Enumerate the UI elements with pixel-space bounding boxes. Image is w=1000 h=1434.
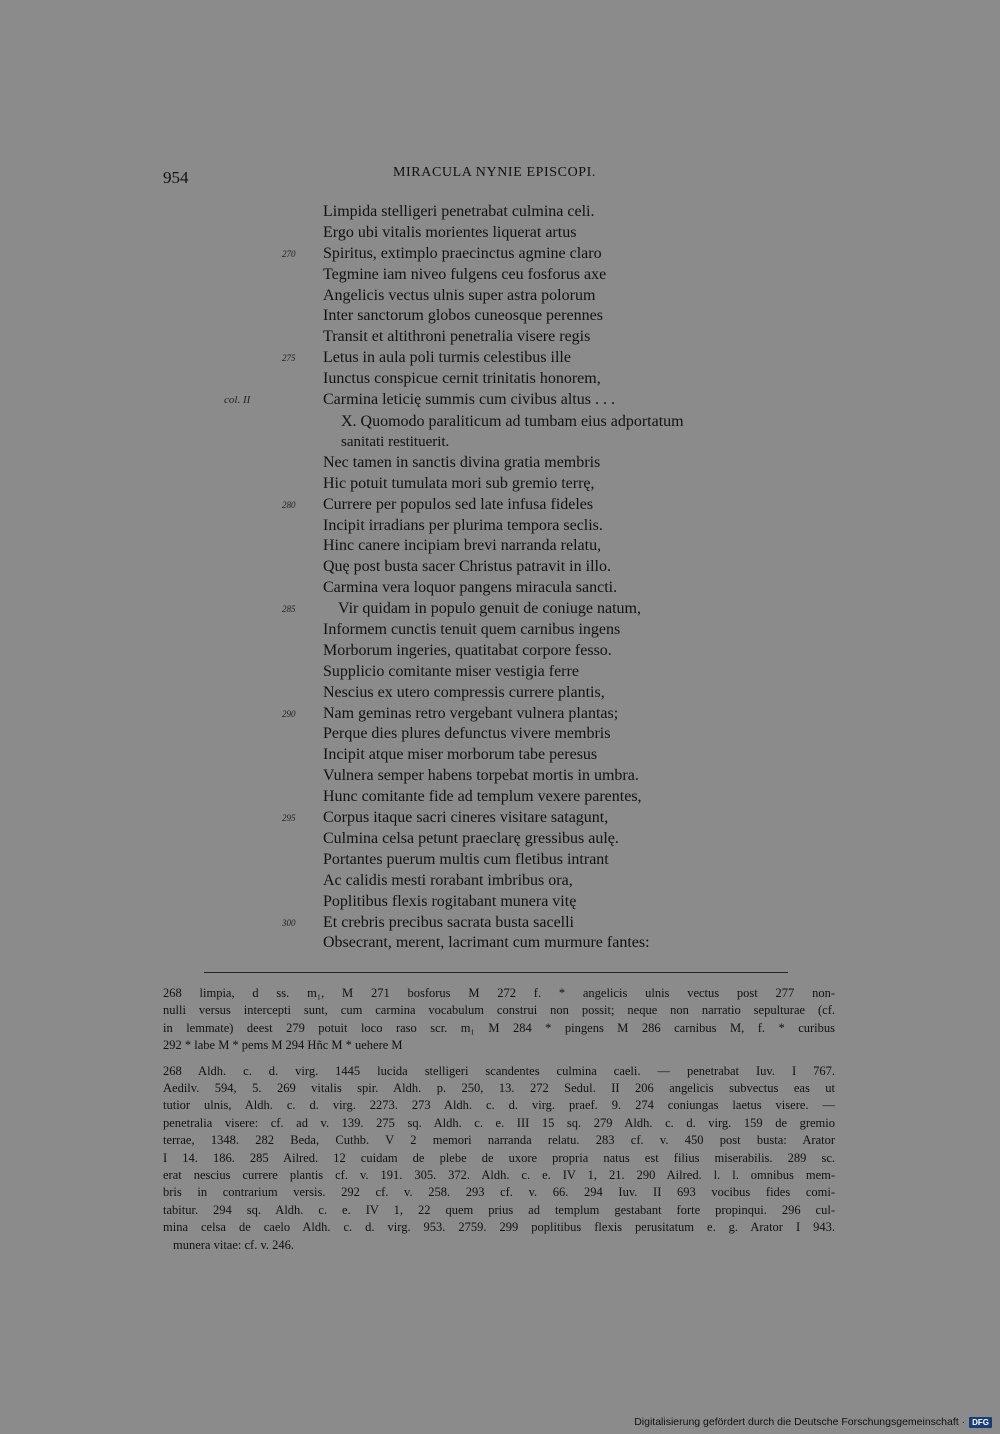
apparatus-line: mina celsa de caelo Aldh. c. d. virg. 953. 2759. 299 poplitibus flexis perusitatum e. g. Arator I 943. <box>163 1220 835 1235</box>
apparatus-line: tutior ulnis, Aldh. c. d. virg. 2273. 273 Aldh. c. d. virg. praef. 9. 274 coniungas laetus visere. — <box>163 1098 835 1113</box>
apparatus-line: 268 Aldh. c. d. virg. 1445 lucida stelligeri scandentes culmina caeli. — penetrabat Iuv. I 767. <box>163 1063 835 1078</box>
verse-text: Ac calidis mesti rorabant imbribus ora, <box>323 871 573 889</box>
verse-text: Hinc canere incipiam brevi narranda relatu, <box>323 537 602 555</box>
line-number: 295 <box>282 813 296 824</box>
verse-line <box>0 265 1000 286</box>
verse-line <box>0 306 1000 327</box>
chapter-heading-line-2: sanitati restituerit. <box>341 433 450 450</box>
verse-text: Vulnera semper habens torpebat mortis in umbra. <box>323 767 639 785</box>
page-number: 954 <box>163 168 189 187</box>
verse-text: Nec tamen in sanctis divina gratia membris <box>323 453 601 471</box>
dfg-logo: DFG <box>969 1417 992 1428</box>
verse-line <box>0 724 1000 745</box>
footnote-rule <box>204 972 788 973</box>
verse-line <box>0 787 1000 808</box>
apparatus-line: nulli versus intercepti sunt, cum carmina vocabulum construi non possit; neque non narratio sepulturae (cf. <box>163 1003 835 1018</box>
verse-text: Angelicis vectus ulnis super astra polorum <box>323 286 596 304</box>
verse-text: Quę post busta sacer Christus patravit in illo. <box>323 558 611 576</box>
verse-text: Hunc comitante fide ad templum vexere parentes, <box>323 788 642 806</box>
verse-text: Inter sanctorum globos cuneosque perennes <box>323 307 603 325</box>
verse-line <box>0 223 1000 244</box>
apparatus-line: 292 * labe M * pems M 294 Hñc M * uehere M <box>163 1038 403 1053</box>
verse-line <box>0 850 1000 871</box>
line-number: 290 <box>282 708 296 719</box>
verse-text: Currere per populos sed late infusa fideles <box>323 495 594 513</box>
verse-text: Obsecrant, merent, lacrimant cum murmure fantes: <box>323 934 650 952</box>
verse-line <box>0 369 1000 390</box>
verse-line <box>0 704 1000 725</box>
verse-line <box>0 871 1000 892</box>
apparatus-line: I 14. 186. 285 Ailred. 12 cuidam de plebe de uxore propria natus est filius miserabilis. 289 sc. <box>163 1150 835 1165</box>
apparatus-line: munera vitae: cf. v. 246. <box>173 1237 295 1252</box>
verse-text: Transit et altithroni penetralia visere regis <box>323 328 591 346</box>
verse-text: Hic potuit tumulata mori sub gremio terrę, <box>323 474 595 492</box>
textual-variants <box>163 985 835 1055</box>
verse-line <box>0 766 1000 787</box>
line-number: 300 <box>282 917 296 928</box>
verse-text: Supplicio comitante miser vestigia ferre <box>323 662 579 680</box>
chapter-heading <box>0 411 1000 453</box>
verse-line <box>0 641 1000 662</box>
verse-text: Poplitibus flexis rogitabant munera vitę <box>323 892 577 910</box>
verse-line <box>0 286 1000 307</box>
verse-text: Tegmine iam niveo fulgens ceu fosforus axe <box>323 265 607 283</box>
verse-text: Portantes puerum multis cum fletibus intrant <box>323 850 609 868</box>
verse-text: Letus in aula poli turmis celestibus ille <box>323 349 571 367</box>
verse-text: Limpida stelligeri penetrabat culmina celi. <box>323 203 595 220</box>
verse-line <box>0 536 1000 557</box>
verse-line <box>0 662 1000 683</box>
apparatus-line: terrae, 1348. 282 Beda, Cuthb. V 2 memori narranda relatu. 283 cf. v. 450 post busta: Arator <box>163 1133 835 1148</box>
verse-text: Perque dies plures defunctus vivere membris <box>323 725 611 743</box>
funding-footer <box>634 1416 992 1428</box>
verse-text: Carmina vera loquor pangens miracula sancti. <box>323 579 618 597</box>
line-number: 285 <box>282 604 296 615</box>
verse-block <box>0 202 1000 954</box>
apparatus-line: erat nescius currere plantis cf. v. 191. 305. 372. Aldh. c. e. IV 1, 21. 290 Ailred. l. l. omnibus mem- <box>163 1168 835 1183</box>
verse-text: Carmina leticię summis cum civibus altus . . . <box>323 391 615 409</box>
footer-text: Digitalisierung gefördert durch die Deutsche Forschungsgemeinschaft · <box>634 1416 966 1428</box>
verse-line <box>0 453 1000 474</box>
verse-line <box>0 244 1000 265</box>
verse-line <box>0 829 1000 850</box>
verse-line <box>0 933 1000 954</box>
verse-text: Corpus itaque sacri cineres visitare satagunt, <box>323 809 609 827</box>
verse-text: Nescius ex utero compressis currere plantis, <box>323 683 605 701</box>
verse-text: Vir quidam in populo genuit de coniuge natum, <box>338 600 641 618</box>
apparatus-line: in lemmate) deest 279 potuit loco raso scr. m₁ M 284 * pingens M 286 carnibus M, f. * curibus <box>163 1020 835 1035</box>
verse-line <box>0 327 1000 348</box>
verse-text: Morborum ingeries, quatitabat corpore fesso. <box>323 641 612 659</box>
source-references <box>163 1063 835 1254</box>
verse-line <box>0 202 1000 223</box>
verse-text: Iunctus conspicue cernit trinitatis honorem, <box>323 370 601 388</box>
margin-note: col. II <box>224 394 251 407</box>
apparatus-line: 268 limpia, d ss. m₁, M 271 bosforus M 272 f. * angelicis ulnis vectus post 277 non- <box>163 986 835 1000</box>
verse-line <box>0 578 1000 599</box>
verse-line <box>0 348 1000 369</box>
line-number: 270 <box>282 248 296 259</box>
verse-text: Incipit atque miser morborum tabe peresus <box>323 746 598 764</box>
apparatus-line: Aedilv. 594, 5. 269 vitalis spir. Aldh. p. 250, 13. 272 Sedul. II 206 angelicis subvectus eas ut <box>163 1081 835 1096</box>
verse-text: Incipit irradians per plurima tempora seclis. <box>323 516 603 534</box>
verse-text: Nam geminas retro vergebant vulnera plantas; <box>323 704 619 722</box>
verse-line <box>0 474 1000 495</box>
running-head: MIRACULA NYNIE EPISCOPI. <box>393 165 597 180</box>
verse-line <box>0 620 1000 641</box>
verse-line <box>0 683 1000 704</box>
apparatus-line: penetralia visere: cf. ad v. 139. 275 sq. Aldh. c. e. III 15 sq. 279 Aldh. c. d. virg. 159 de gremio <box>163 1115 835 1130</box>
line-number: 280 <box>282 499 296 510</box>
verse-line <box>0 913 1000 934</box>
verse-line <box>0 808 1000 829</box>
verse-text: Informem cunctis tenuit quem carnibus ingens <box>323 621 621 639</box>
verse-line <box>0 599 1000 620</box>
critical-apparatus <box>163 985 835 1262</box>
verse-text: Spiritus, extimplo praecinctus agmine claro <box>323 244 602 262</box>
verse-line <box>0 892 1000 913</box>
apparatus-line: tabitur. 294 sq. Aldh. c. e. IV 1, 22 quem prius ad templum gestabant forte propinqui. 296 cul- <box>163 1202 835 1217</box>
verse-text: Ergo ubi vitalis morientes liquerat artus <box>323 223 577 241</box>
verse-line <box>0 390 1000 411</box>
apparatus-line: bris in contrarium versis. 292 cf. v. 258. 293 cf. v. 66. 294 Iuv. II 693 vocibus fides comi- <box>163 1185 835 1200</box>
verse-line <box>0 745 1000 766</box>
verse-text: Et crebris precibus sacrata busta sacelli <box>323 913 574 931</box>
chapter-heading-line-1: X. Quomodo paraliticum ad tumbam eius adportatum <box>341 412 684 430</box>
verse-line <box>0 495 1000 516</box>
verse-line <box>0 557 1000 578</box>
verse-text: Culmina celsa petunt praeclarę gressibus aulę. <box>323 829 619 847</box>
line-number: 275 <box>282 353 296 364</box>
verse-line <box>0 516 1000 537</box>
